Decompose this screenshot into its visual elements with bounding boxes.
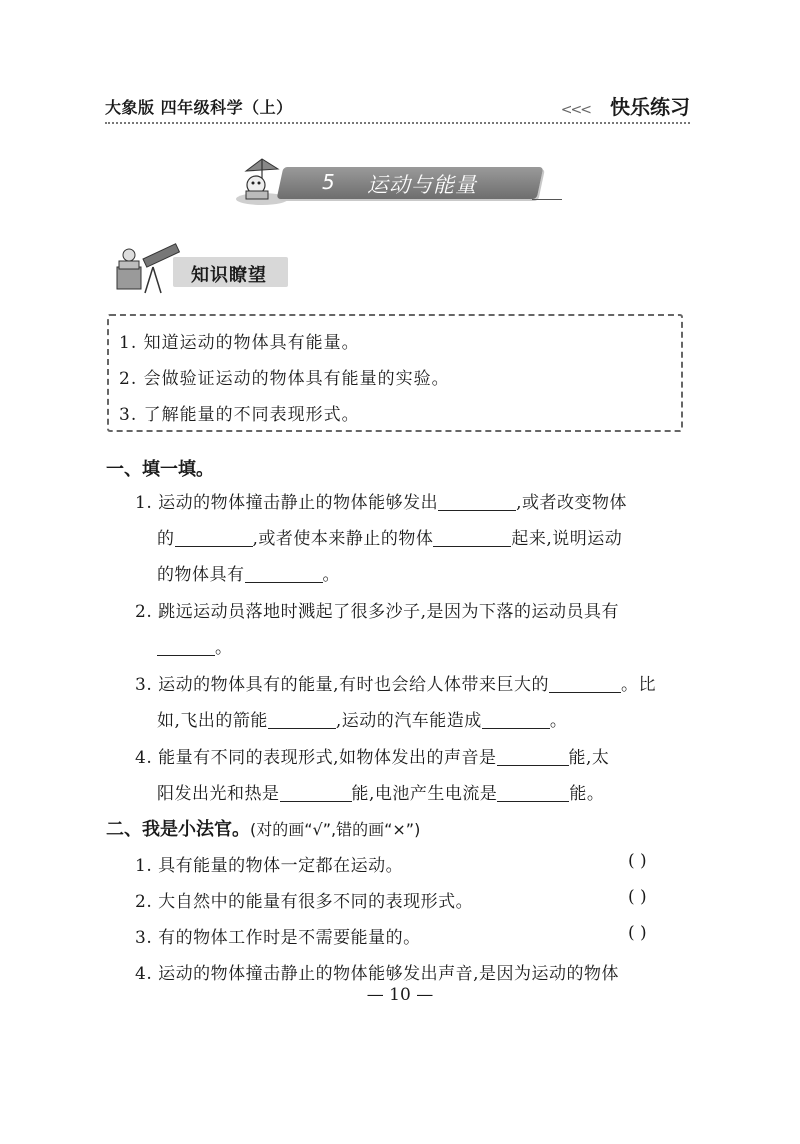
question-text: 如,飞出的箭能 [157, 711, 268, 731]
question-text: ,运动的汽车能造成 [335, 711, 482, 731]
question-text: 3. 运动的物体具有的能量,有时也会给人体带来巨大的 [135, 675, 550, 695]
question-text: ,或者改变物体 [516, 493, 628, 513]
section-2-heading: 二、我是小法官。 [106, 819, 250, 840]
chapter-heading [232, 155, 564, 207]
chapter-title: 运动与能量 [367, 173, 477, 197]
answer-parentheses[interactable]: ( ) [628, 923, 647, 943]
question-1-line-3 [157, 560, 340, 585]
question-text: 能,太 [568, 748, 610, 768]
judge-item: 3. 有的物体工作时是不需要能量的。 [135, 928, 421, 948]
section-2-instruction: (对的画“√”,错的画“×”) [250, 820, 421, 839]
question-2-line-2 [157, 633, 233, 658]
question-text: 的物体具有 [157, 565, 245, 585]
knowledge-label: 知识瞭望 [191, 265, 267, 286]
question-text: 起来,说明运动 [511, 529, 623, 549]
answer-blank[interactable] [549, 691, 621, 693]
answer-blank[interactable] [280, 800, 352, 802]
answer-blank[interactable] [497, 800, 569, 802]
question-text: 能。 [569, 784, 605, 804]
answer-blank[interactable] [175, 545, 253, 547]
question-text: 。 [322, 565, 340, 585]
chapter-number: 5 [322, 170, 335, 194]
question-3-line-2 [157, 706, 567, 731]
question-text: 。 [215, 638, 233, 658]
question-1-line-2 [157, 524, 622, 549]
page-number: — 10 — [366, 985, 434, 1005]
chevrons-icon: <<< [560, 102, 590, 118]
answer-blank[interactable] [438, 509, 516, 511]
answer-blank[interactable] [268, 727, 336, 729]
question-text: 。比 [621, 675, 657, 695]
question-4-line-1 [135, 743, 609, 768]
judge-item: 1. 具有能量的物体一定都在运动。 [135, 856, 404, 876]
question-text: 2. 跳远运动员落地时溅起了很多沙子,是因为下落的运动员具有 [135, 602, 620, 622]
answer-blank[interactable] [433, 545, 511, 547]
chapter-underline [532, 199, 562, 200]
question-text: 1. 运动的物体撞击静止的物体能够发出 [135, 493, 439, 513]
answer-blank[interactable] [497, 764, 569, 766]
learning-goals-box [107, 314, 683, 432]
question-text: 4. 能量有不同的表现形式,如物体发出的声音是 [135, 748, 497, 768]
question-4-line-2 [157, 779, 604, 804]
answer-parentheses[interactable]: ( ) [628, 851, 647, 871]
knowledge-heading [113, 237, 288, 297]
book-title: 大象版 四年级科学（上） [105, 98, 293, 117]
judge-item: 4. 运动的物体撞击静止的物体能够发出声音,是因为运动的物体 [135, 964, 620, 984]
goal-item: 1. 知道运动的物体具有能量。 [119, 333, 360, 353]
goal-item: 2. 会做验证运动的物体具有能量的实验。 [119, 369, 450, 389]
answer-parentheses[interactable]: ( ) [628, 887, 647, 907]
section-1-title: 一、填一填。 [106, 459, 214, 480]
question-text: ,或者使本来静止的物体 [252, 529, 434, 549]
question-3-line-1 [135, 670, 656, 695]
question-text: 阳发出光和热是 [157, 784, 280, 804]
answer-blank[interactable] [245, 581, 323, 583]
question-2-line-1 [135, 597, 619, 622]
section-2-title [106, 815, 420, 841]
judge-item: 2. 大自然中的能量有很多不同的表现形式。 [135, 892, 474, 912]
answer-blank[interactable] [157, 654, 215, 656]
series-title: 快乐练习 [610, 95, 690, 119]
question-text: 的 [157, 529, 175, 549]
answer-blank[interactable] [482, 727, 550, 729]
page-header [105, 86, 690, 124]
question-text: 能,电池产生电流是 [351, 784, 498, 804]
question-1-line-1 [135, 488, 627, 513]
question-text: 。 [549, 711, 568, 731]
goal-item: 3. 了解能量的不同表现形式。 [119, 405, 360, 425]
